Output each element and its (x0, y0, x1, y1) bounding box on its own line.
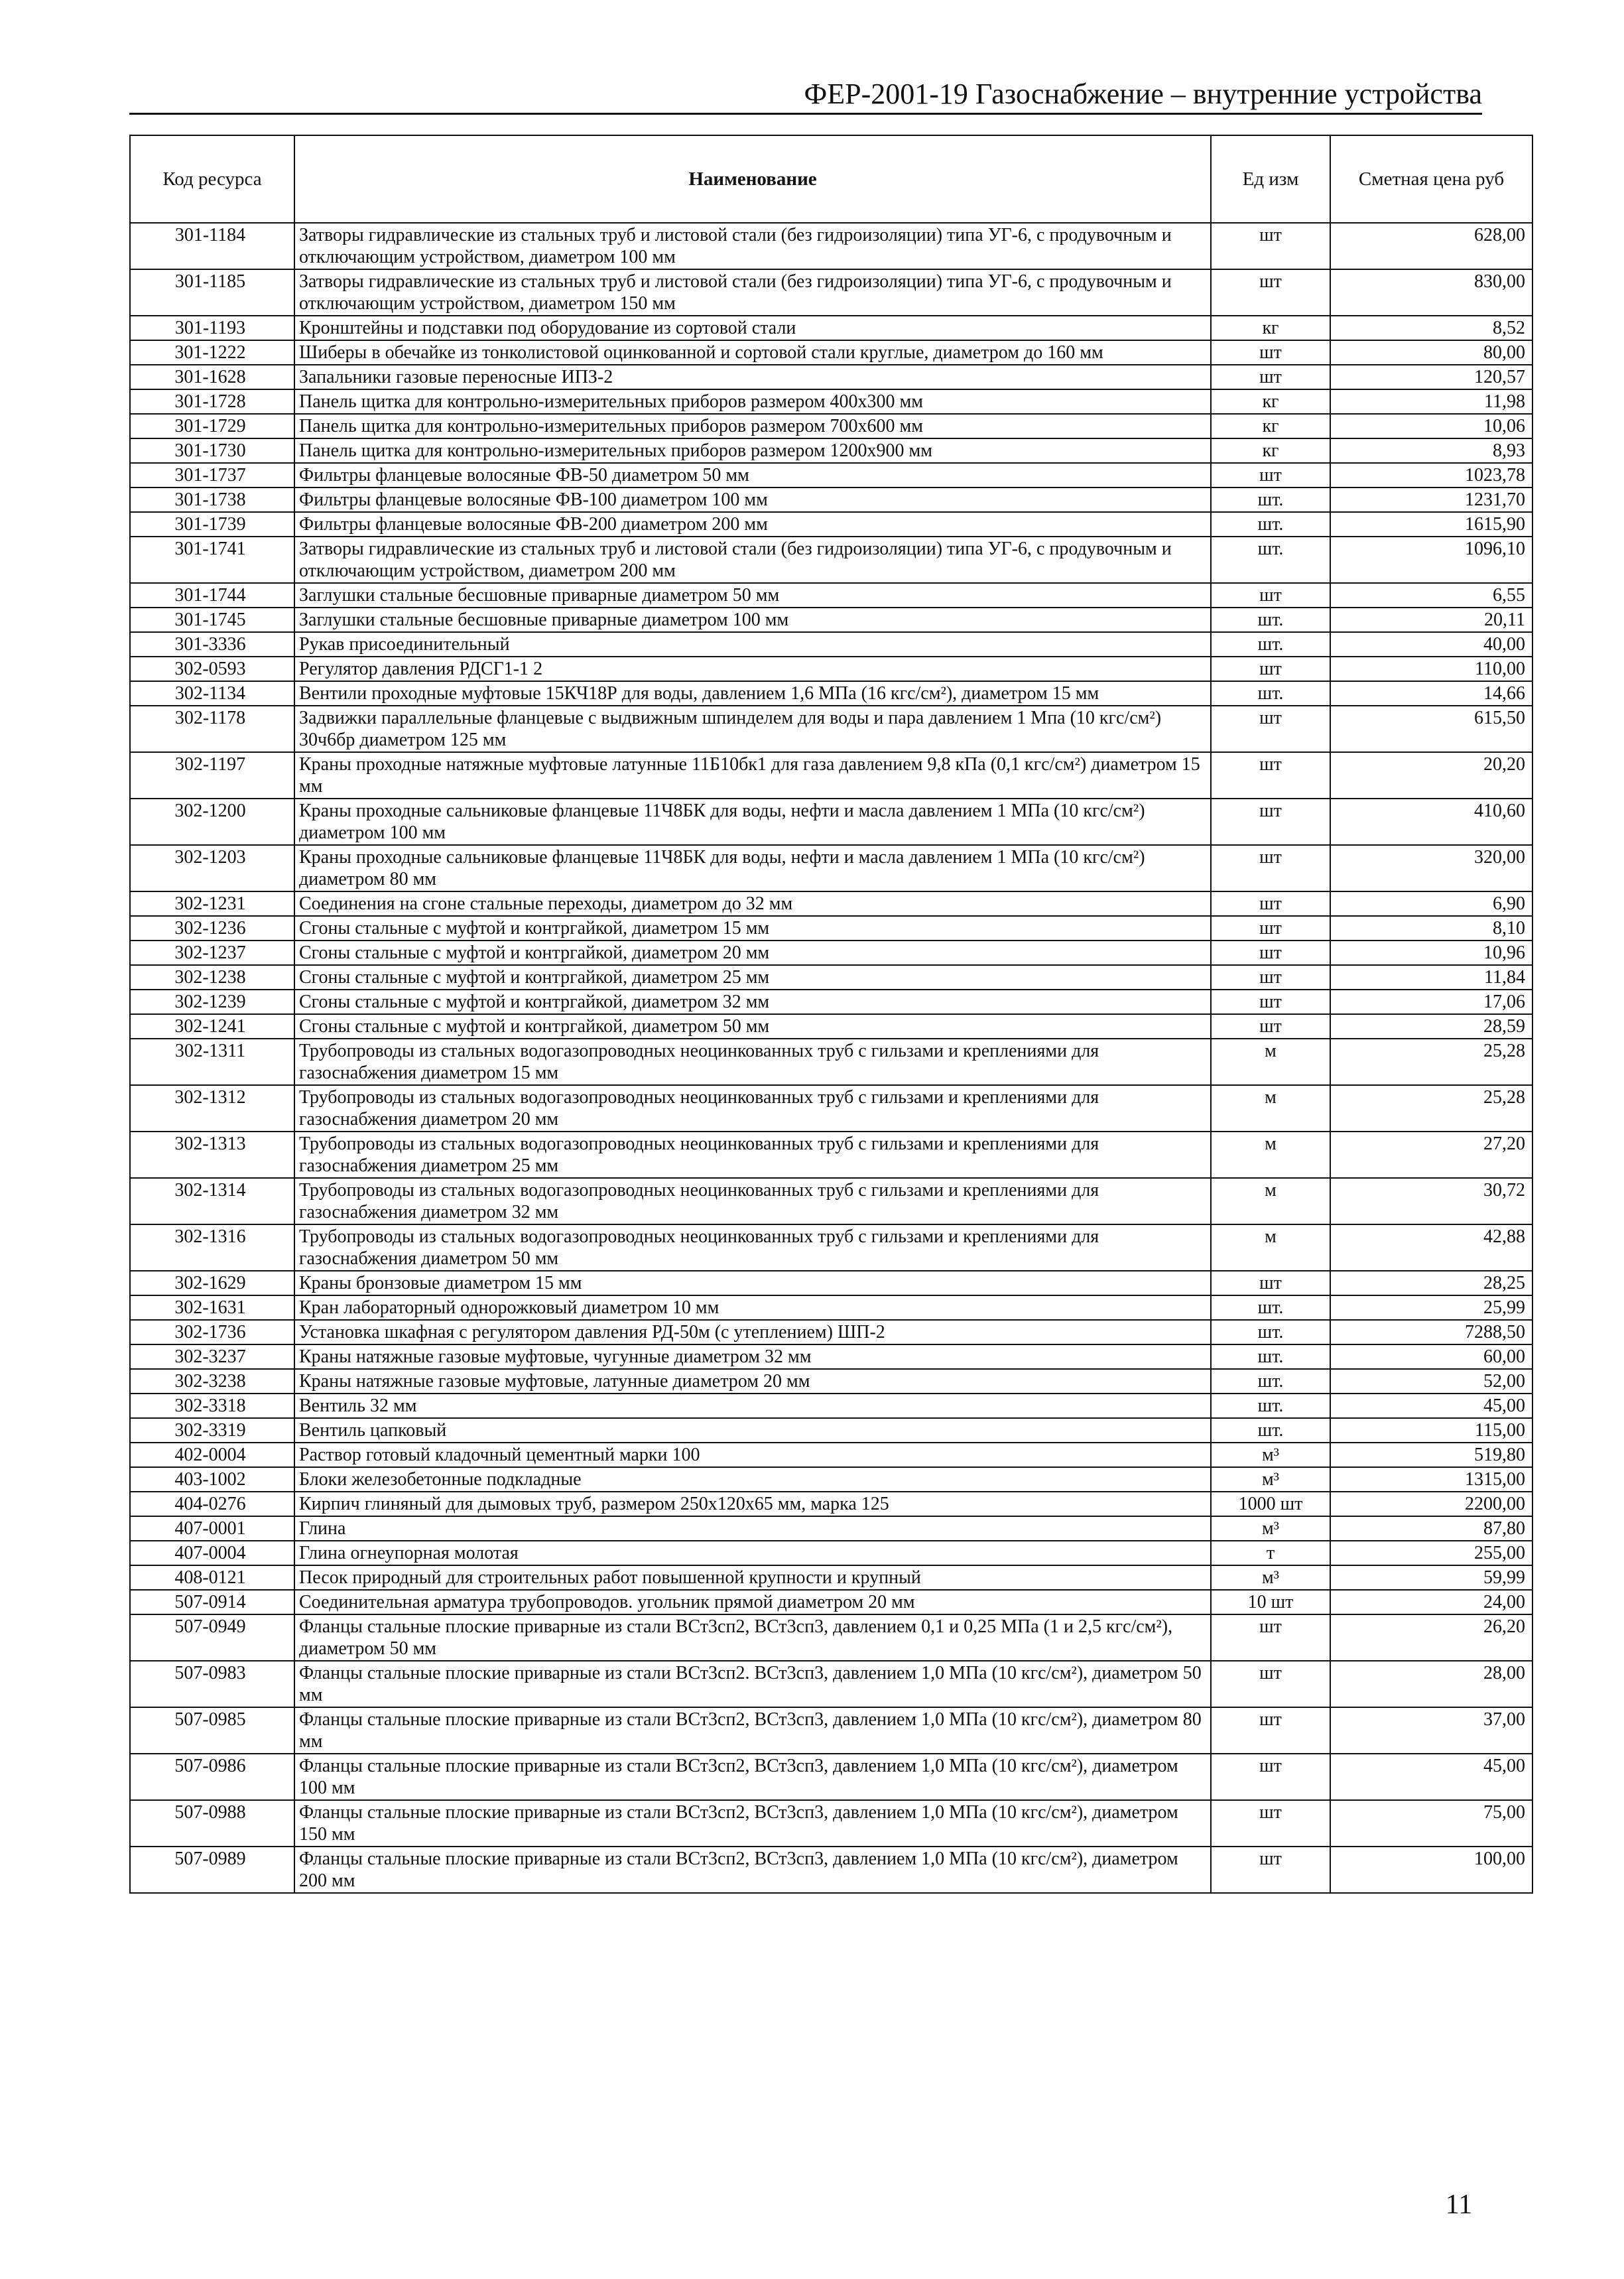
cell-resource-code: 302-1134 (130, 681, 294, 706)
cell-resource-name: Фланцы стальные плоские приварные из стали ВСт3сп2, ВСт3сп3, давлением 1,0 МПа (10 кгс/см²), диаметром 100 мм (294, 1754, 1211, 1800)
cell-price: 615,50 (1330, 706, 1532, 752)
cell-price: 25,99 (1330, 1295, 1532, 1320)
cell-price: 7288,50 (1330, 1320, 1532, 1344)
cell-resource-code: 301-1744 (130, 583, 294, 608)
cell-resource-name: Затворы гидравлические из стальных труб и листовой стали (без гидроизоляции) типа УГ-6, с продувочным и отключающим устройством, диаметром 150 мм (294, 269, 1211, 316)
cell-resource-name: Заглушки стальные бесшовные приварные диаметром 50 мм (294, 583, 1211, 608)
cell-resource-code: 301-1628 (130, 365, 294, 389)
cell-resource-name: Трубопроводы из стальных водогазопроводных неоцинкованных труб с гильзами и креплениями для газоснабжения диаметром 32 мм (294, 1178, 1211, 1224)
cell-price: 1096,10 (1330, 537, 1532, 583)
cell-resource-name: Фланцы стальные плоские приварные из стали ВСт3сп2, ВСт3сп3, давлением 1,0 МПа (10 кгс/см²), диаметром 80 мм (294, 1707, 1211, 1754)
cell-resource-name: Сгоны стальные с муфтой и контргайкой, диаметром 32 мм (294, 990, 1211, 1014)
cell-price: 110,00 (1330, 657, 1532, 681)
cell-price: 1231,70 (1330, 488, 1532, 512)
cell-resource-name: Шиберы в обечайке из тонколистовой оцинкованной и сортовой стали круглые, диаметром до 160 мм (294, 340, 1211, 365)
cell-resource-code: 302-1200 (130, 799, 294, 845)
cell-resource-code: 302-3319 (130, 1418, 294, 1443)
cell-price: 320,00 (1330, 845, 1532, 891)
cell-resource-name: Сгоны стальные с муфтой и контргайкой, диаметром 15 мм (294, 916, 1211, 941)
cell-resource-name: Соединительная арматура трубопроводов. угольник прямой диаметром 20 мм (294, 1590, 1211, 1614)
table-row (130, 1443, 1532, 1467)
cell-price: 6,90 (1330, 891, 1532, 916)
table-row (130, 1295, 1532, 1320)
cell-price: 255,00 (1330, 1541, 1532, 1565)
cell-unit: шт (1211, 463, 1330, 488)
cell-price: 830,00 (1330, 269, 1532, 316)
cell-resource-code: 301-1729 (130, 414, 294, 438)
cell-resource-code: 302-1238 (130, 965, 294, 990)
cell-price: 87,80 (1330, 1516, 1532, 1541)
cell-unit: шт. (1211, 537, 1330, 583)
cell-resource-name: Трубопроводы из стальных водогазопроводных неоцинкованных труб с гильзами и креплениями для газоснабжения диаметром 20 мм (294, 1085, 1211, 1132)
cell-unit: шт. (1211, 488, 1330, 512)
cell-resource-code: 301-1193 (130, 316, 294, 340)
cell-resource-code: 507-0983 (130, 1661, 294, 1707)
cell-price: 80,00 (1330, 340, 1532, 365)
cell-resource-code: 302-1241 (130, 1014, 294, 1039)
cell-resource-name: Трубопроводы из стальных водогазопроводных неоцинкованных труб с гильзами и креплениями для газоснабжения диаметром 25 мм (294, 1132, 1211, 1178)
cell-price: 26,20 (1330, 1614, 1532, 1661)
table-row (130, 1847, 1532, 1893)
cell-price: 120,57 (1330, 365, 1532, 389)
cell-price: 37,00 (1330, 1707, 1532, 1754)
table-row (130, 1754, 1532, 1800)
cell-resource-name: Глина огнеупорная молотая (294, 1541, 1211, 1565)
cell-resource-name: Краны натяжные газовые муфтовые, чугунные диаметром 32 мм (294, 1344, 1211, 1369)
table-row (130, 1492, 1532, 1516)
cell-resource-code: 507-0914 (130, 1590, 294, 1614)
cell-unit: шт (1211, 1014, 1330, 1039)
cell-unit: м (1211, 1039, 1330, 1085)
cell-price: 115,00 (1330, 1418, 1532, 1443)
cell-price: 42,88 (1330, 1224, 1532, 1271)
table-row (130, 916, 1532, 941)
cell-resource-name: Фланцы стальные плоские приварные из стали ВСт3сп2, ВСт3сп3, давлением 0,1 и 0,25 МПа (1 и 2,5 кгс/см²), диаметром 50 мм (294, 1614, 1211, 1661)
table-row (130, 891, 1532, 916)
cell-price: 25,28 (1330, 1085, 1532, 1132)
cell-resource-code: 302-3237 (130, 1344, 294, 1369)
cell-resource-code: 302-1203 (130, 845, 294, 891)
cell-resource-code: 302-1631 (130, 1295, 294, 1320)
cell-price: 28,59 (1330, 1014, 1532, 1039)
table-row (130, 1039, 1532, 1085)
page-header (129, 74, 1482, 115)
cell-resource-code: 301-1737 (130, 463, 294, 488)
cell-resource-name: Глина (294, 1516, 1211, 1541)
cell-resource-name: Кронштейны и подставки под оборудование из сортовой стали (294, 316, 1211, 340)
cell-resource-name: Песок природный для строительных работ повышенной крупности и крупный (294, 1565, 1211, 1590)
cell-resource-code: 407-0001 (130, 1516, 294, 1541)
cell-price: 100,00 (1330, 1847, 1532, 1893)
cell-resource-code: 302-1311 (130, 1039, 294, 1085)
document-title: ФЕР-2001-19 Газоснабжение – внутренние устройства (804, 78, 1482, 110)
cell-resource-code: 301-1184 (130, 223, 294, 269)
table-row (130, 1418, 1532, 1443)
table-row (130, 1320, 1532, 1344)
cell-resource-code: 403-1002 (130, 1467, 294, 1492)
table-row (130, 365, 1532, 389)
cell-resource-code: 301-1730 (130, 438, 294, 463)
cell-price: 28,25 (1330, 1271, 1532, 1295)
cell-resource-code: 402-0004 (130, 1443, 294, 1467)
cell-unit: шт. (1211, 632, 1330, 657)
cell-unit: шт (1211, 965, 1330, 990)
cell-price: 519,80 (1330, 1443, 1532, 1467)
resource-price-table (129, 135, 1533, 1894)
table-row (130, 316, 1532, 340)
cell-resource-name: Краны проходные сальниковые фланцевые 11Ч8БК для воды, нефти и масла давлением 1 МПа (10 кгс/см²) диаметром 100 мм (294, 799, 1211, 845)
cell-resource-name: Блоки железобетонные подкладные (294, 1467, 1211, 1492)
table-row (130, 1516, 1532, 1541)
cell-resource-name: Краны бронзовые диаметром 15 мм (294, 1271, 1211, 1295)
cell-unit: шт (1211, 891, 1330, 916)
cell-unit: кг (1211, 414, 1330, 438)
cell-resource-code: 302-3318 (130, 1394, 294, 1418)
table-row (130, 269, 1532, 316)
column-header-name: Наименование (294, 135, 1211, 223)
cell-unit: шт (1211, 365, 1330, 389)
table-row (130, 681, 1532, 706)
cell-resource-name: Заглушки стальные бесшовные приварные диаметром 100 мм (294, 608, 1211, 632)
cell-price: 1023,78 (1330, 463, 1532, 488)
cell-resource-name: Затворы гидравлические из стальных труб и листовой стали (без гидроизоляции) типа УГ-6, с продувочным и отключающим устройством, диаметром 100 мм (294, 223, 1211, 269)
cell-price: 1315,00 (1330, 1467, 1532, 1492)
cell-resource-code: 302-1313 (130, 1132, 294, 1178)
cell-unit: шт (1211, 340, 1330, 365)
table-row (130, 1394, 1532, 1418)
cell-resource-name: Регулятор давления РДСГ1-1 2 (294, 657, 1211, 681)
cell-resource-name: Краны проходные сальниковые фланцевые 11Ч8БК для воды, нефти и масла давлением 1 МПа (10 кгс/см²) диаметром 80 мм (294, 845, 1211, 891)
table-row (130, 438, 1532, 463)
table-row (130, 1661, 1532, 1707)
cell-price: 8,52 (1330, 316, 1532, 340)
cell-unit: шт (1211, 1847, 1330, 1893)
cell-price: 11,98 (1330, 389, 1532, 414)
cell-unit: м³ (1211, 1467, 1330, 1492)
cell-price: 6,55 (1330, 583, 1532, 608)
cell-unit: шт. (1211, 1320, 1330, 1344)
cell-unit: шт (1211, 799, 1330, 845)
cell-resource-name: Задвижки параллельные фланцевые с выдвижным шпинделем для воды и пара давлением 1 Мпа (10 кгс/см²) 30ч6бр диаметром 125 мм (294, 706, 1211, 752)
cell-resource-name: Трубопроводы из стальных водогазопроводных неоцинкованных труб с гильзами и креплениями для газоснабжения диаметром 50 мм (294, 1224, 1211, 1271)
cell-resource-name: Фильтры фланцевые волосяные ФВ-200 диаметром 200 мм (294, 512, 1211, 537)
cell-resource-code: 302-1312 (130, 1085, 294, 1132)
cell-unit: шт. (1211, 608, 1330, 632)
table-row (130, 799, 1532, 845)
cell-resource-code: 301-1185 (130, 269, 294, 316)
cell-resource-code: 301-3336 (130, 632, 294, 657)
cell-unit: 10 шт (1211, 1590, 1330, 1614)
cell-unit: шт. (1211, 1369, 1330, 1394)
table-row (130, 752, 1532, 799)
cell-resource-name: Фланцы стальные плоские приварные из стали ВСт3сп2, ВСт3сп3, давлением 1,0 МПа (10 кгс/см²), диаметром 200 мм (294, 1847, 1211, 1893)
cell-unit: т (1211, 1541, 1330, 1565)
cell-price: 27,20 (1330, 1132, 1532, 1178)
cell-unit: 1000 шт (1211, 1492, 1330, 1516)
cell-resource-name: Соединения на сгоне стальные переходы, диаметром до 32 мм (294, 891, 1211, 916)
cell-unit: шт. (1211, 1394, 1330, 1418)
cell-resource-code: 302-3238 (130, 1369, 294, 1394)
cell-price: 59,99 (1330, 1565, 1532, 1590)
cell-resource-name: Вентили проходные муфтовые 15КЧ18Р для воды, давлением 1,6 МПа (16 кгс/см²), диаметром 15 мм (294, 681, 1211, 706)
cell-resource-name: Кран лабораторный одноpожковый диаметром 10 мм (294, 1295, 1211, 1320)
cell-resource-code: 301-1222 (130, 340, 294, 365)
cell-price: 628,00 (1330, 223, 1532, 269)
cell-unit: шт (1211, 1800, 1330, 1847)
table-row (130, 1271, 1532, 1295)
table-row (130, 1800, 1532, 1847)
cell-resource-code: 302-1231 (130, 891, 294, 916)
page-number: 11 (1445, 2189, 1473, 2220)
table-header-row (130, 135, 1532, 223)
cell-unit: шт (1211, 752, 1330, 799)
cell-unit: кг (1211, 389, 1330, 414)
table-row (130, 657, 1532, 681)
cell-unit: шт (1211, 223, 1330, 269)
table-row (130, 1014, 1532, 1039)
cell-resource-name: Фильтры фланцевые волосяные ФВ-50 диаметром 50 мм (294, 463, 1211, 488)
table-row (130, 1614, 1532, 1661)
cell-resource-name: Раствор готовый кладочный цементный марки 100 (294, 1443, 1211, 1467)
cell-resource-code: 301-1738 (130, 488, 294, 512)
table-row (130, 1707, 1532, 1754)
cell-price: 11,84 (1330, 965, 1532, 990)
cell-price: 17,06 (1330, 990, 1532, 1014)
cell-resource-name: Трубопроводы из стальных водогазопроводных неоцинкованных труб с гильзами и креплениями для газоснабжения диаметром 15 мм (294, 1039, 1211, 1085)
cell-unit: м (1211, 1132, 1330, 1178)
cell-resource-name: Фланцы стальные плоские приварные из стали ВСт3сп2, ВСт3сп3, давлением 1,0 МПа (10 кгс/см²), диаметром 150 мм (294, 1800, 1211, 1847)
table-row (130, 389, 1532, 414)
table-row (130, 1344, 1532, 1369)
cell-price: 10,06 (1330, 414, 1532, 438)
cell-resource-name: Вентиль 32 мм (294, 1394, 1211, 1418)
cell-unit: шт. (1211, 1344, 1330, 1369)
cell-resource-code: 407-0004 (130, 1541, 294, 1565)
table-row (130, 941, 1532, 965)
table-row (130, 632, 1532, 657)
cell-resource-name: Краны проходные натяжные муфтовые латунные 11Б10бк1 для газа давлением 9,8 кПа (0,1 кгс/см²) диаметром 15 мм (294, 752, 1211, 799)
cell-resource-code: 507-0986 (130, 1754, 294, 1800)
cell-resource-code: 302-1239 (130, 990, 294, 1014)
cell-resource-code: 302-1197 (130, 752, 294, 799)
cell-unit: шт (1211, 845, 1330, 891)
table-row (130, 1467, 1532, 1492)
cell-resource-code: 302-1237 (130, 941, 294, 965)
table-row (130, 512, 1532, 537)
cell-resource-code: 302-1178 (130, 706, 294, 752)
cell-unit: шт. (1211, 1418, 1330, 1443)
table-row (130, 537, 1532, 583)
cell-unit: шт (1211, 941, 1330, 965)
cell-resource-name: Вентиль цапковый (294, 1418, 1211, 1443)
cell-unit: шт (1211, 1271, 1330, 1295)
cell-unit: м (1211, 1178, 1330, 1224)
cell-unit: м (1211, 1224, 1330, 1271)
cell-price: 8,93 (1330, 438, 1532, 463)
cell-unit: м³ (1211, 1565, 1330, 1590)
cell-resource-code: 408-0121 (130, 1565, 294, 1590)
table-row (130, 1085, 1532, 1132)
cell-unit: шт (1211, 1754, 1330, 1800)
cell-unit: м (1211, 1085, 1330, 1132)
cell-resource-code: 301-1745 (130, 608, 294, 632)
cell-price: 45,00 (1330, 1394, 1532, 1418)
cell-resource-name: Панель щитка для контрольно-измерительных приборов размером 1200x900 мм (294, 438, 1211, 463)
cell-unit: м³ (1211, 1443, 1330, 1467)
cell-resource-name: Панель щитка для контрольно-измерительных приборов размером 400x300 мм (294, 389, 1211, 414)
table-row (130, 1132, 1532, 1178)
cell-resource-code: 507-0988 (130, 1800, 294, 1847)
cell-resource-name: Рукав присоединительный (294, 632, 1211, 657)
table-row (130, 223, 1532, 269)
cell-price: 20,20 (1330, 752, 1532, 799)
cell-unit: шт. (1211, 681, 1330, 706)
cell-price: 75,00 (1330, 1800, 1532, 1847)
cell-resource-code: 507-0985 (130, 1707, 294, 1754)
cell-price: 60,00 (1330, 1344, 1532, 1369)
table-row (130, 990, 1532, 1014)
cell-resource-code: 404-0276 (130, 1492, 294, 1516)
cell-resource-name: Затворы гидравлические из стальных труб и листовой стали (без гидроизоляции) типа УГ-6, с продувочным и отключающим устройством, диаметром 200 мм (294, 537, 1211, 583)
cell-resource-code: 302-1629 (130, 1271, 294, 1295)
cell-resource-code: 301-1728 (130, 389, 294, 414)
cell-unit: шт (1211, 269, 1330, 316)
cell-resource-name: Краны натяжные газовые муфтовые, латунные диаметром 20 мм (294, 1369, 1211, 1394)
cell-price: 45,00 (1330, 1754, 1532, 1800)
column-header-price: Сметная цена руб (1330, 135, 1532, 223)
table-row (130, 1224, 1532, 1271)
cell-price: 28,00 (1330, 1661, 1532, 1707)
cell-price: 14,66 (1330, 681, 1532, 706)
cell-resource-code: 301-1739 (130, 512, 294, 537)
cell-price: 25,28 (1330, 1039, 1532, 1085)
cell-resource-name: Запальники газовые переносные ИПЗ-2 (294, 365, 1211, 389)
table-row (130, 1369, 1532, 1394)
cell-unit: кг (1211, 316, 1330, 340)
cell-price: 8,10 (1330, 916, 1532, 941)
cell-resource-code: 302-1736 (130, 1320, 294, 1344)
table-row (130, 1541, 1532, 1565)
cell-unit: кг (1211, 438, 1330, 463)
table-row (130, 488, 1532, 512)
table-row (130, 1178, 1532, 1224)
cell-resource-name: Сгоны стальные с муфтой и контргайкой, диаметром 20 мм (294, 941, 1211, 965)
table-row (130, 340, 1532, 365)
cell-unit: шт. (1211, 1295, 1330, 1320)
cell-unit: шт (1211, 990, 1330, 1014)
cell-resource-name: Сгоны стальные с муфтой и контргайкой, диаметром 50 мм (294, 1014, 1211, 1039)
cell-resource-name: Установка шкафная с регулятором давления РД-50м (с утеплением) ШП-2 (294, 1320, 1211, 1344)
cell-price: 52,00 (1330, 1369, 1532, 1394)
cell-price: 30,72 (1330, 1178, 1532, 1224)
table-row (130, 706, 1532, 752)
cell-resource-name: Панель щитка для контрольно-измерительных приборов размером 700x600 мм (294, 414, 1211, 438)
cell-price: 1615,90 (1330, 512, 1532, 537)
column-header-code: Код ресурса (130, 135, 294, 223)
table-body (130, 223, 1532, 1893)
table-row (130, 1590, 1532, 1614)
table-row (130, 965, 1532, 990)
column-header-unit: Ед изм (1211, 135, 1330, 223)
table-row (130, 608, 1532, 632)
table-row (130, 583, 1532, 608)
cell-unit: шт (1211, 706, 1330, 752)
cell-resource-code: 302-0593 (130, 657, 294, 681)
cell-resource-name: Фланцы стальные плоские приварные из стали ВСт3сп2. ВСт3сп3, давлением 1,0 МПа (10 кгс/см²), диаметром 50 мм (294, 1661, 1211, 1707)
cell-price: 10,96 (1330, 941, 1532, 965)
cell-resource-code: 302-1316 (130, 1224, 294, 1271)
cell-resource-code: 301-1741 (130, 537, 294, 583)
table-row (130, 414, 1532, 438)
cell-unit: шт (1211, 1614, 1330, 1661)
cell-unit: шт (1211, 1661, 1330, 1707)
cell-unit: шт (1211, 657, 1330, 681)
cell-resource-name: Фильтры фланцевые волосяные ФВ-100 диаметром 100 мм (294, 488, 1211, 512)
cell-unit: шт (1211, 1707, 1330, 1754)
cell-price: 24,00 (1330, 1590, 1532, 1614)
cell-unit: м³ (1211, 1516, 1330, 1541)
cell-resource-name: Кирпич глиняный для дымовых труб, размером 250x120x65 мм, марка 125 (294, 1492, 1211, 1516)
cell-resource-code: 302-1236 (130, 916, 294, 941)
table-row (130, 463, 1532, 488)
cell-unit: шт. (1211, 512, 1330, 537)
cell-price: 40,00 (1330, 632, 1532, 657)
cell-price: 20,11 (1330, 608, 1532, 632)
table-row (130, 845, 1532, 891)
cell-resource-code: 302-1314 (130, 1178, 294, 1224)
cell-price: 410,60 (1330, 799, 1532, 845)
cell-unit: шт (1211, 583, 1330, 608)
table-row (130, 1565, 1532, 1590)
cell-resource-name: Сгоны стальные с муфтой и контргайкой, диаметром 25 мм (294, 965, 1211, 990)
cell-price: 2200,00 (1330, 1492, 1532, 1516)
cell-unit: шт (1211, 916, 1330, 941)
cell-resource-code: 507-0949 (130, 1614, 294, 1661)
cell-resource-code: 507-0989 (130, 1847, 294, 1893)
